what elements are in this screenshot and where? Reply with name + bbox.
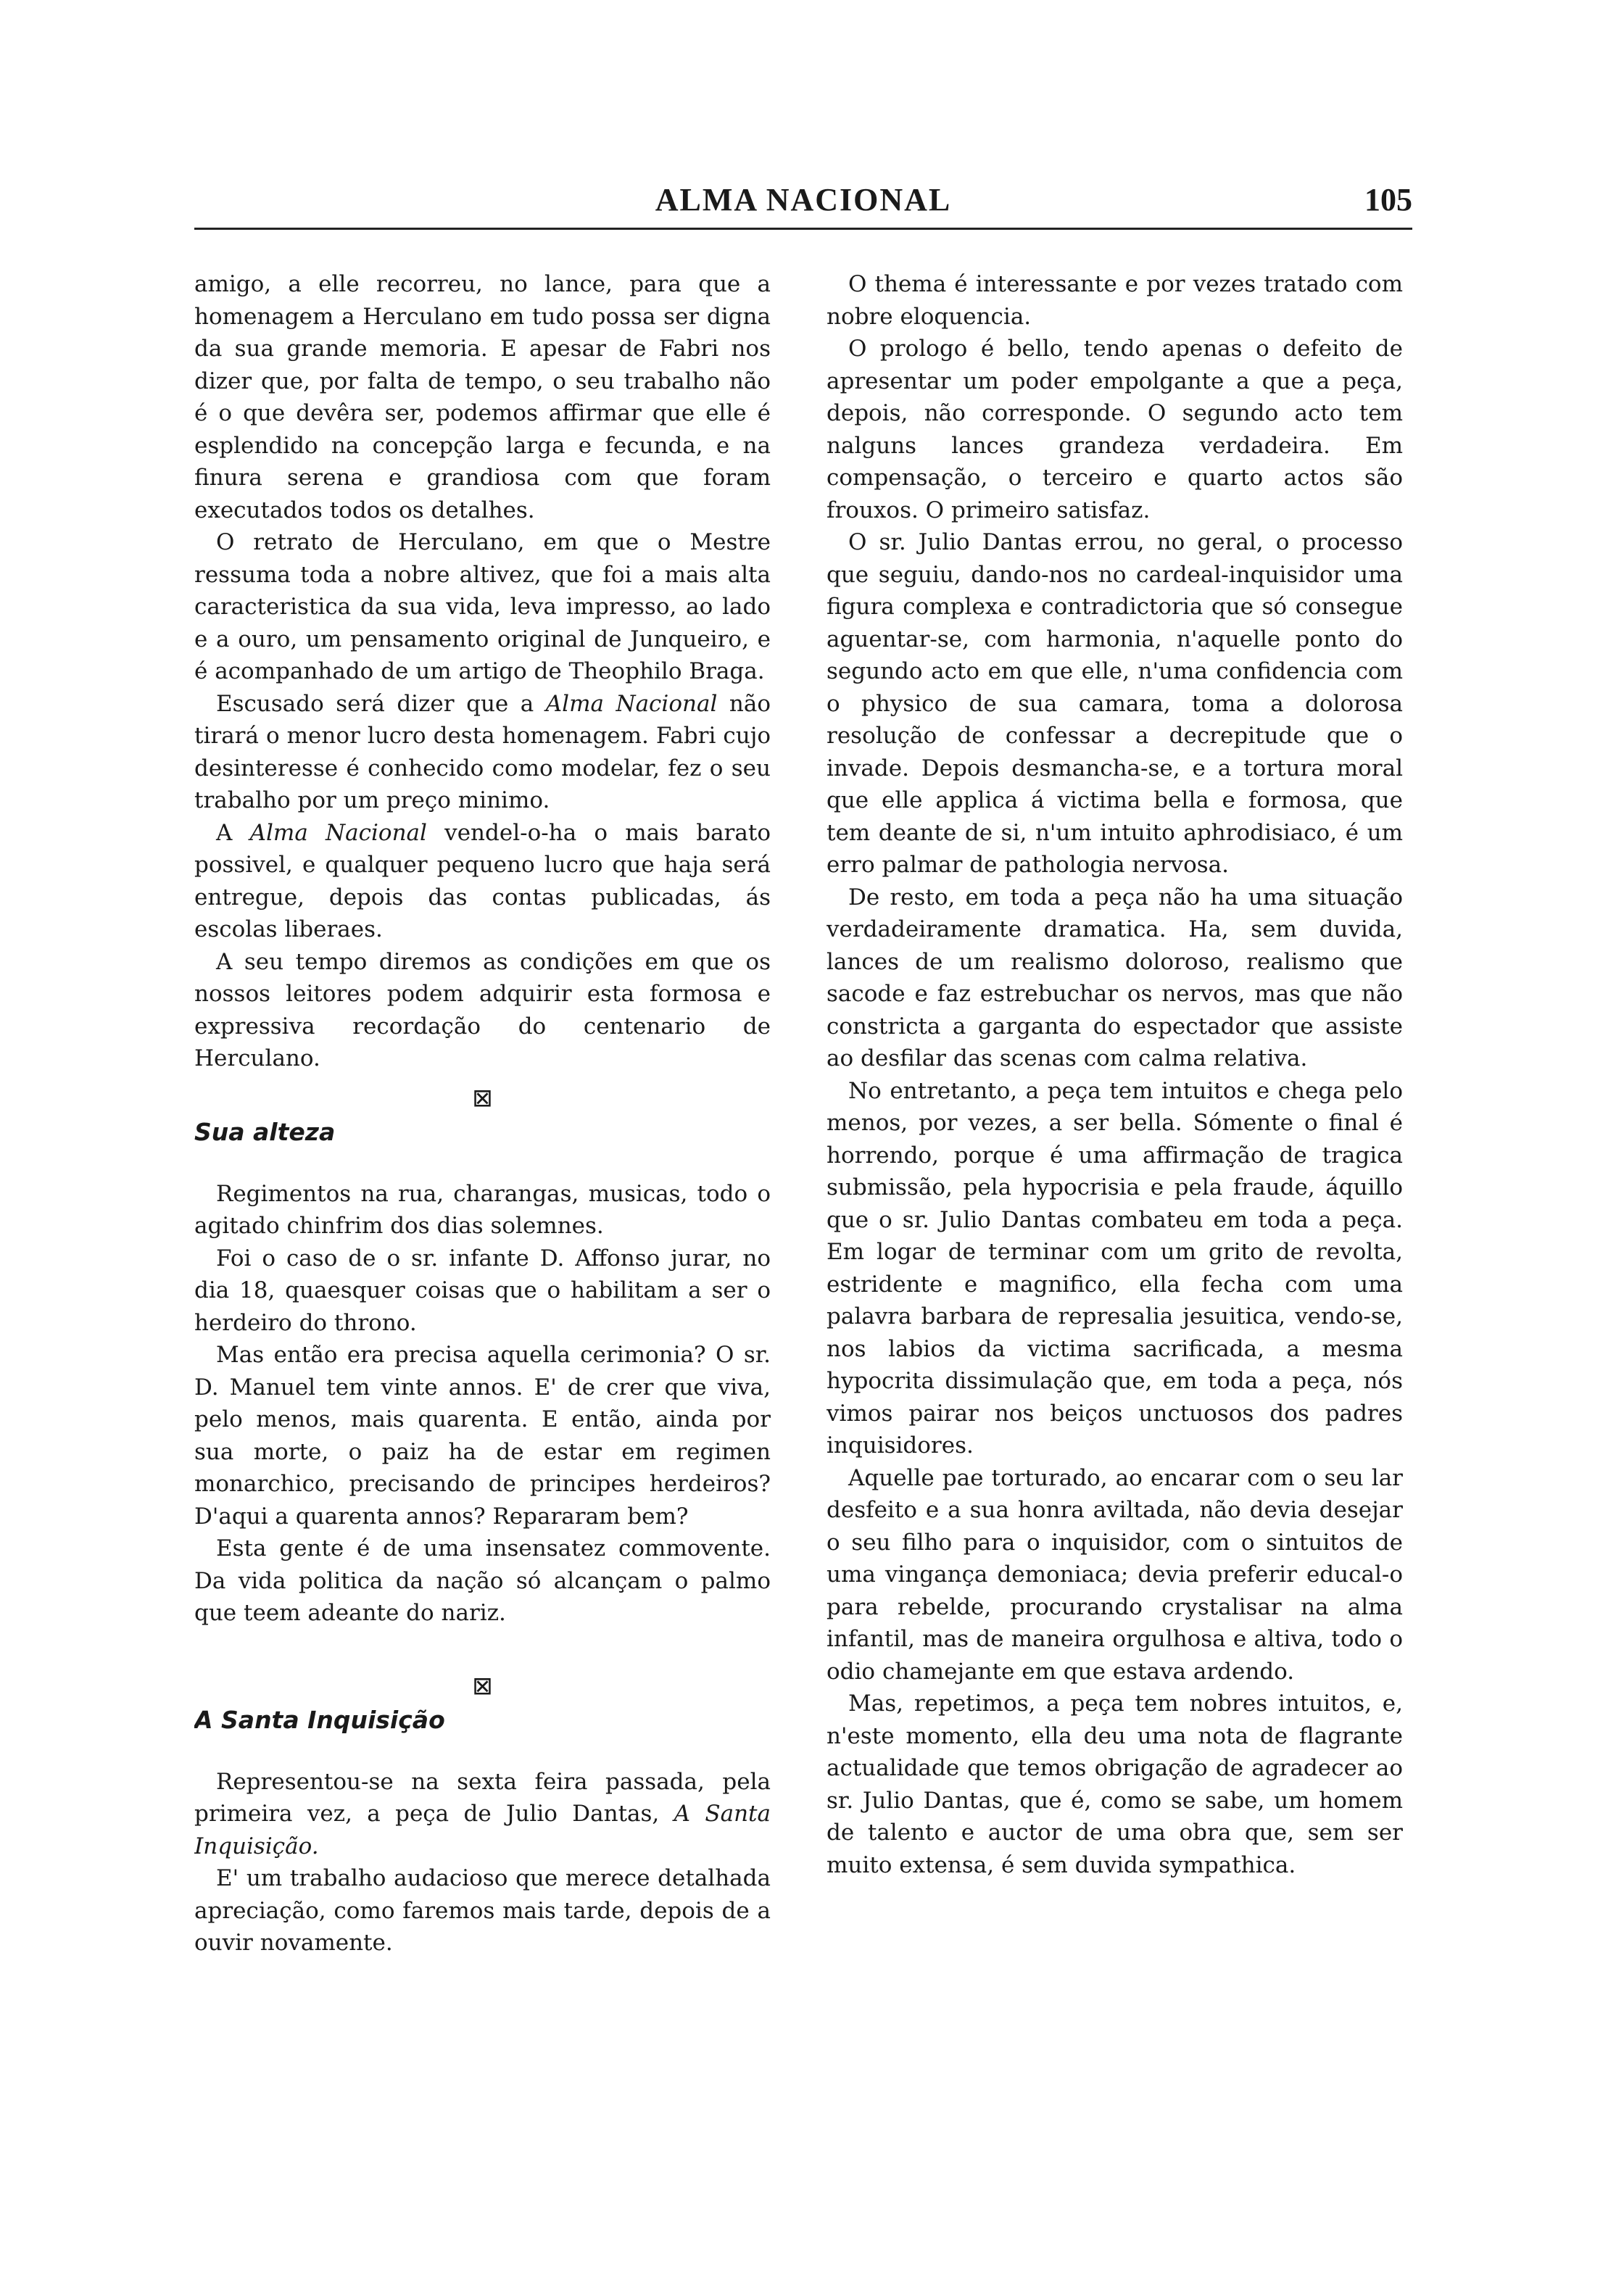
paragraph [194,1766,771,1863]
text-run: A [216,819,250,846]
paragraph: E' um trabalho audacioso que merece detalhada apreciação, como faremos mais tarde, depois de a ouvir novamente. [194,1865,771,1956]
text-run: não tirará o menor lucro desta homenagem. Fabri cujo desinteresse é conhecido como modelar, fez o seu trabalho por um preço minimo. [194,690,771,813]
paragraph [194,688,771,817]
paragraph: Regimentos na rua, charangas, musicas, todo o agitado chinfrim dos dias solemnes. [194,1180,771,1239]
text-run: Representou-se na sexta feira passada, pela primeira vez, a peça de Julio Dantas, [194,1768,771,1827]
left-column [194,268,771,2037]
journal-title: ALMA NACIONAL [655,182,952,217]
paragraph: O retrato de Herculano, em que o Mestre ressuma toda a nobre altivez, que foi a mais alta caracteristica da sua vida, leva impresso, ao lado e a ouro, um pensamento original de Junqueiro, e é acompanhado de um artigo de Theophilo Braga. [194,529,771,684]
paragraph: O prologo é bello, tendo apenas o defeito de apresentar um poder empolgante a que a peça, depois, não corresponde. O segundo acto tem nalguns lances grandeza verdadeira. Em compensação, o terceiro e quarto actos são frouxos. O primeiro satisfaz. [826,336,1403,523]
paragraph: Foi o caso de o sr. infante D. Affonso jurar, no dia 18, quaesquer coisas que o habilitam a ser o herdeiro do throno. [194,1245,771,1336]
paragraph: Esta gente é de uma insensatez commovente. Da vida politica da nação só alcançam o palmo que teem adeante do nariz. [194,1535,771,1626]
section-ornament: ⊠ [472,1083,493,1113]
paragraph: amigo, a elle recorreu, no lance, para que a homenagem a Herculano em tudo possa ser digna da sua grande memoria. E apesar de Fabri nos dizer que, por falta de tempo, o seu trabalho não é o que devêra ser, podemos affirmar que elle é esplendido na concepção larga e fecunda, e na finura serena e grandiosa com que foram executados todos os detalhes. [194,271,771,523]
section-heading: A Santa Inquisição [194,1705,445,1734]
paragraph: Mas, repetimos, a peça tem nobres intuitos, e, n'este momento, ella deu uma nota de flagrante actualidade que temos obrigação de agradecer ao sr. Julio Dantas, que é, como se sabe, um homem de talento e auctor de uma obra que, sem ser muito extensa, é sem duvida sympathica. [826,1691,1403,1878]
running-head [194,175,1412,226]
periodical-title: Alma Nacional [249,819,427,846]
paragraph: O thema é interessante e por vezes tratado com nobre eloquencia. [826,271,1403,330]
paragraph [194,817,771,946]
paragraph: De resto, em toda a peça não ha uma situação verdadeiramente dramatica. Ha, sem duvida, lances de um realismo doloroso, realismo que sacode e faz estrebuchar os nervos, mas que não constricta a garganta do espectador que assiste ao desfilar das scenas com calma relativa. [826,884,1403,1071]
play-title: A Santa Inquisição. [194,1801,771,1859]
paragraph: A seu tempo diremos as condições em que os nossos leitores podem adquirir esta formosa e expressiva recordação do centenario de Herculano. [194,948,771,1071]
page-number: 105 [1364,182,1412,217]
periodical-title: Alma Nacional [545,690,718,717]
section-heading: Sua alteza [194,1117,336,1146]
section-ornament: ⊠ [472,1671,493,1701]
paragraph: Aquelle pae torturado, ao encarar com o seu lar desfeito e a sua honra aviltada, não devia desejar o seu filho para o inquisidor, com o sintuitos de uma vingança demoniaca; devia preferir educal-o para rebelde, procurando crystalisar na alma infantil, mas de maneira orgulhosa e altiva, todo o odio chamejante em que estava ardendo. [826,1464,1403,1685]
paragraph: Mas então era precisa aquella cerimonia? O sr. D. Manuel tem vinte annos. E' de crer que viva, pelo menos, mais quarenta. E então, ainda por sua morte, o paiz ha de estar em regimen monarchico, precisando de principes herdeiros? D'aqui a quarenta annos? Repararam bem? [194,1342,771,1530]
text-run: vendel-o-ha o mais barato possivel, e qualquer pequeno lucro que haja será entregue, depois das contas publicadas, ás escolas liberaes. [194,819,771,942]
right-column [826,268,1403,2037]
paragraph: O sr. Julio Dantas errou, no geral, o processo que seguiu, dando-nos no cardeal-inquisidor uma figura complexa e contradictoria que só consegue aguentar-se, com harmonia, n'aquelle ponto do segundo acto em que elle, n'uma confidencia com o physico de sua camara, toma a dolorosa resolução de confessar a decrepitude que o invade. Depois desmancha-se, e a tortura moral que elle applica á victima bella e formosa, que tem deante de si, n'um intuito aphrodisiaco, é um erro palmar de pathologia nervosa. [826,529,1403,878]
text-run: Escusado será dizer que a [216,690,546,717]
paragraph: No entretanto, a peça tem intuitos e chega pelo menos, por vezes, a ser bella. Sómente o final é horrendo, porque é uma affirmação de tragica submissão, pela hypocrisia e pela fraude, áquillo que o sr. Julio Dantas combateu em toda a peça. Em logar de terminar com um grito de revolta, estridente e magnifico, ella fecha com uma palavra barbara de represalia jesuitica, vendo-se, nos labios da victima sacrificada, a mesma hypocrita dissimulação que, em toda a peça, nós vimos pairar nos beiços unctuosos dos padres inquisidores. [826,1077,1403,1459]
header-rule [194,228,1412,230]
